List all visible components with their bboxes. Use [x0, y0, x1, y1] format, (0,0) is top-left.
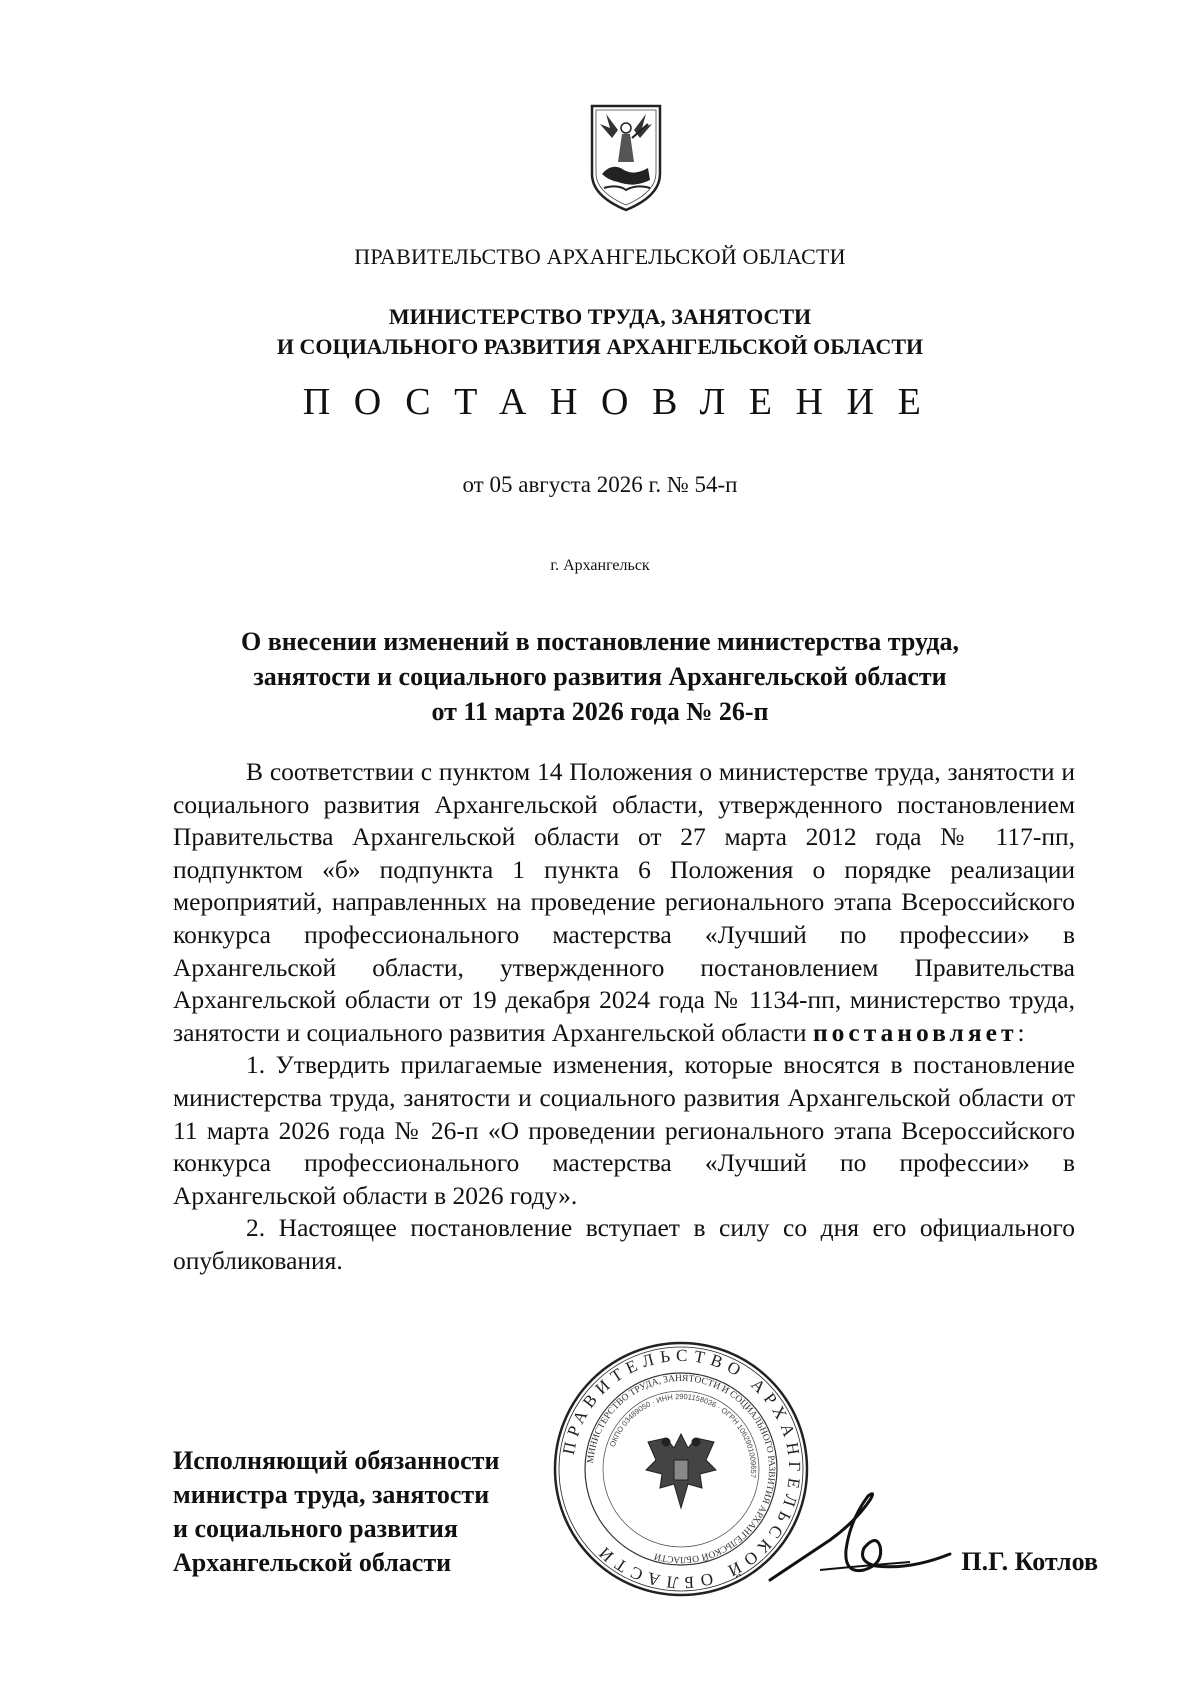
svg-text:ОКПО 03489050 · ИНН 2901158036: ОКПО 03489050 · ИНН 2901158036 · ОГРН 1062901009657 [607, 1391, 759, 1479]
coat-of-arms-icon [588, 104, 664, 212]
resolves-colon: : [1017, 1017, 1025, 1047]
double-headed-eagle-icon [646, 1434, 716, 1508]
signatory-line-1: Исполняющий обязанности [173, 1446, 500, 1475]
signatory-line-3: и социального развития [173, 1514, 458, 1543]
document-type: ПОСТАНОВЛЕНИЕ [302, 381, 945, 423]
document-date-number: от 05 августа 2026 г. № 54-п [462, 472, 738, 497]
government-name: ПРАВИТЕЛЬСТВО АРХАНГЕЛЬСКОЙ ОБЛАСТИ [354, 244, 846, 269]
title-line-1: О внесении изменений в постановление министерства труда, [240, 627, 960, 656]
signatory-line-2: министра труда, занятости [173, 1480, 490, 1509]
document-body [173, 756, 1075, 1278]
ministry-name-line-2: И СОЦИАЛЬНОГО РАЗВИТИЯ АРХАНГЕЛЬСКОЙ ОБЛАСТИ [276, 334, 924, 359]
item-1-paragraph: 1. Утвердить прилагаемые изменения, которые вносятся в постановление министерства труда, занятости и социального развития Архангельской области от 11 марта 2026 года № 26-п «О проведении регионального этапа Всероссийского конкурса профессионального мастерства «Лучший по профессии» в Архангельской области в 2026 году». [173, 1050, 1075, 1210]
signer-name: П.Г. Котлов [961, 1547, 1098, 1576]
handwritten-signature [760, 1470, 960, 1600]
item-2-paragraph: 2. Настоящее постановление вступает в силу со дня его официального опубликования. [173, 1213, 1075, 1275]
title-line-3: от 11 марта 2026 года № 26-п [431, 697, 769, 726]
signatory-position [173, 1444, 499, 1580]
svg-text:МИНИСТЕРСТВО ТРУДА, ЗАНЯТОСТИ: МИНИСТЕРСТВО ТРУДА, ЗАНЯТОСТИ И СОЦИАЛЬНОГО РАЗВИТИЯ АРХАНГЕЛЬСКОЙ ОБЛАСТИ [586, 1373, 777, 1565]
signatory-line-4: Архангельской области [173, 1548, 452, 1577]
document-city: г. Архангельск [550, 557, 650, 574]
preamble-paragraph [173, 756, 1075, 1049]
resolves-word: постановляет [812, 1017, 1018, 1047]
document-title [0, 624, 1200, 729]
title-line-2: занятости и социального развития Архангельской области [253, 662, 947, 691]
svg-text:ПРАВИТЕЛЬСТВО АРХАНГЕЛЬСКОЙ ОБ: ПРАВИТЕЛЬСТВО АРХАНГЕЛЬСКОЙ ОБЛАСТИ [558, 1345, 805, 1593]
ministry-name [0, 302, 1200, 362]
ministry-name-line-1: МИНИСТЕРСТВО ТРУДА, ЗАНЯТОСТИ [388, 304, 812, 329]
preamble-text: В соответствии с пунктом 14 Положения о министерстве труда, занятости и социального развития Архангельской области, утвержденного постановлением Правительства Архангельской области от 27 марта 2012 года № 117-пп, подпунктом «б» подпункта 1 пункта 6 Положения о порядке реализации мероприятий, направленных на проведение регионального этапа Всероссийского конкурса профессионального мастерства «Лучший по профессии» в Архангельской области, утвержденного постановлением Правительства Архангельской области от 19 декабря 2024 года № 1134-пп, министерство труда, занятости и социального развития Архангельской области [173, 757, 1075, 1047]
